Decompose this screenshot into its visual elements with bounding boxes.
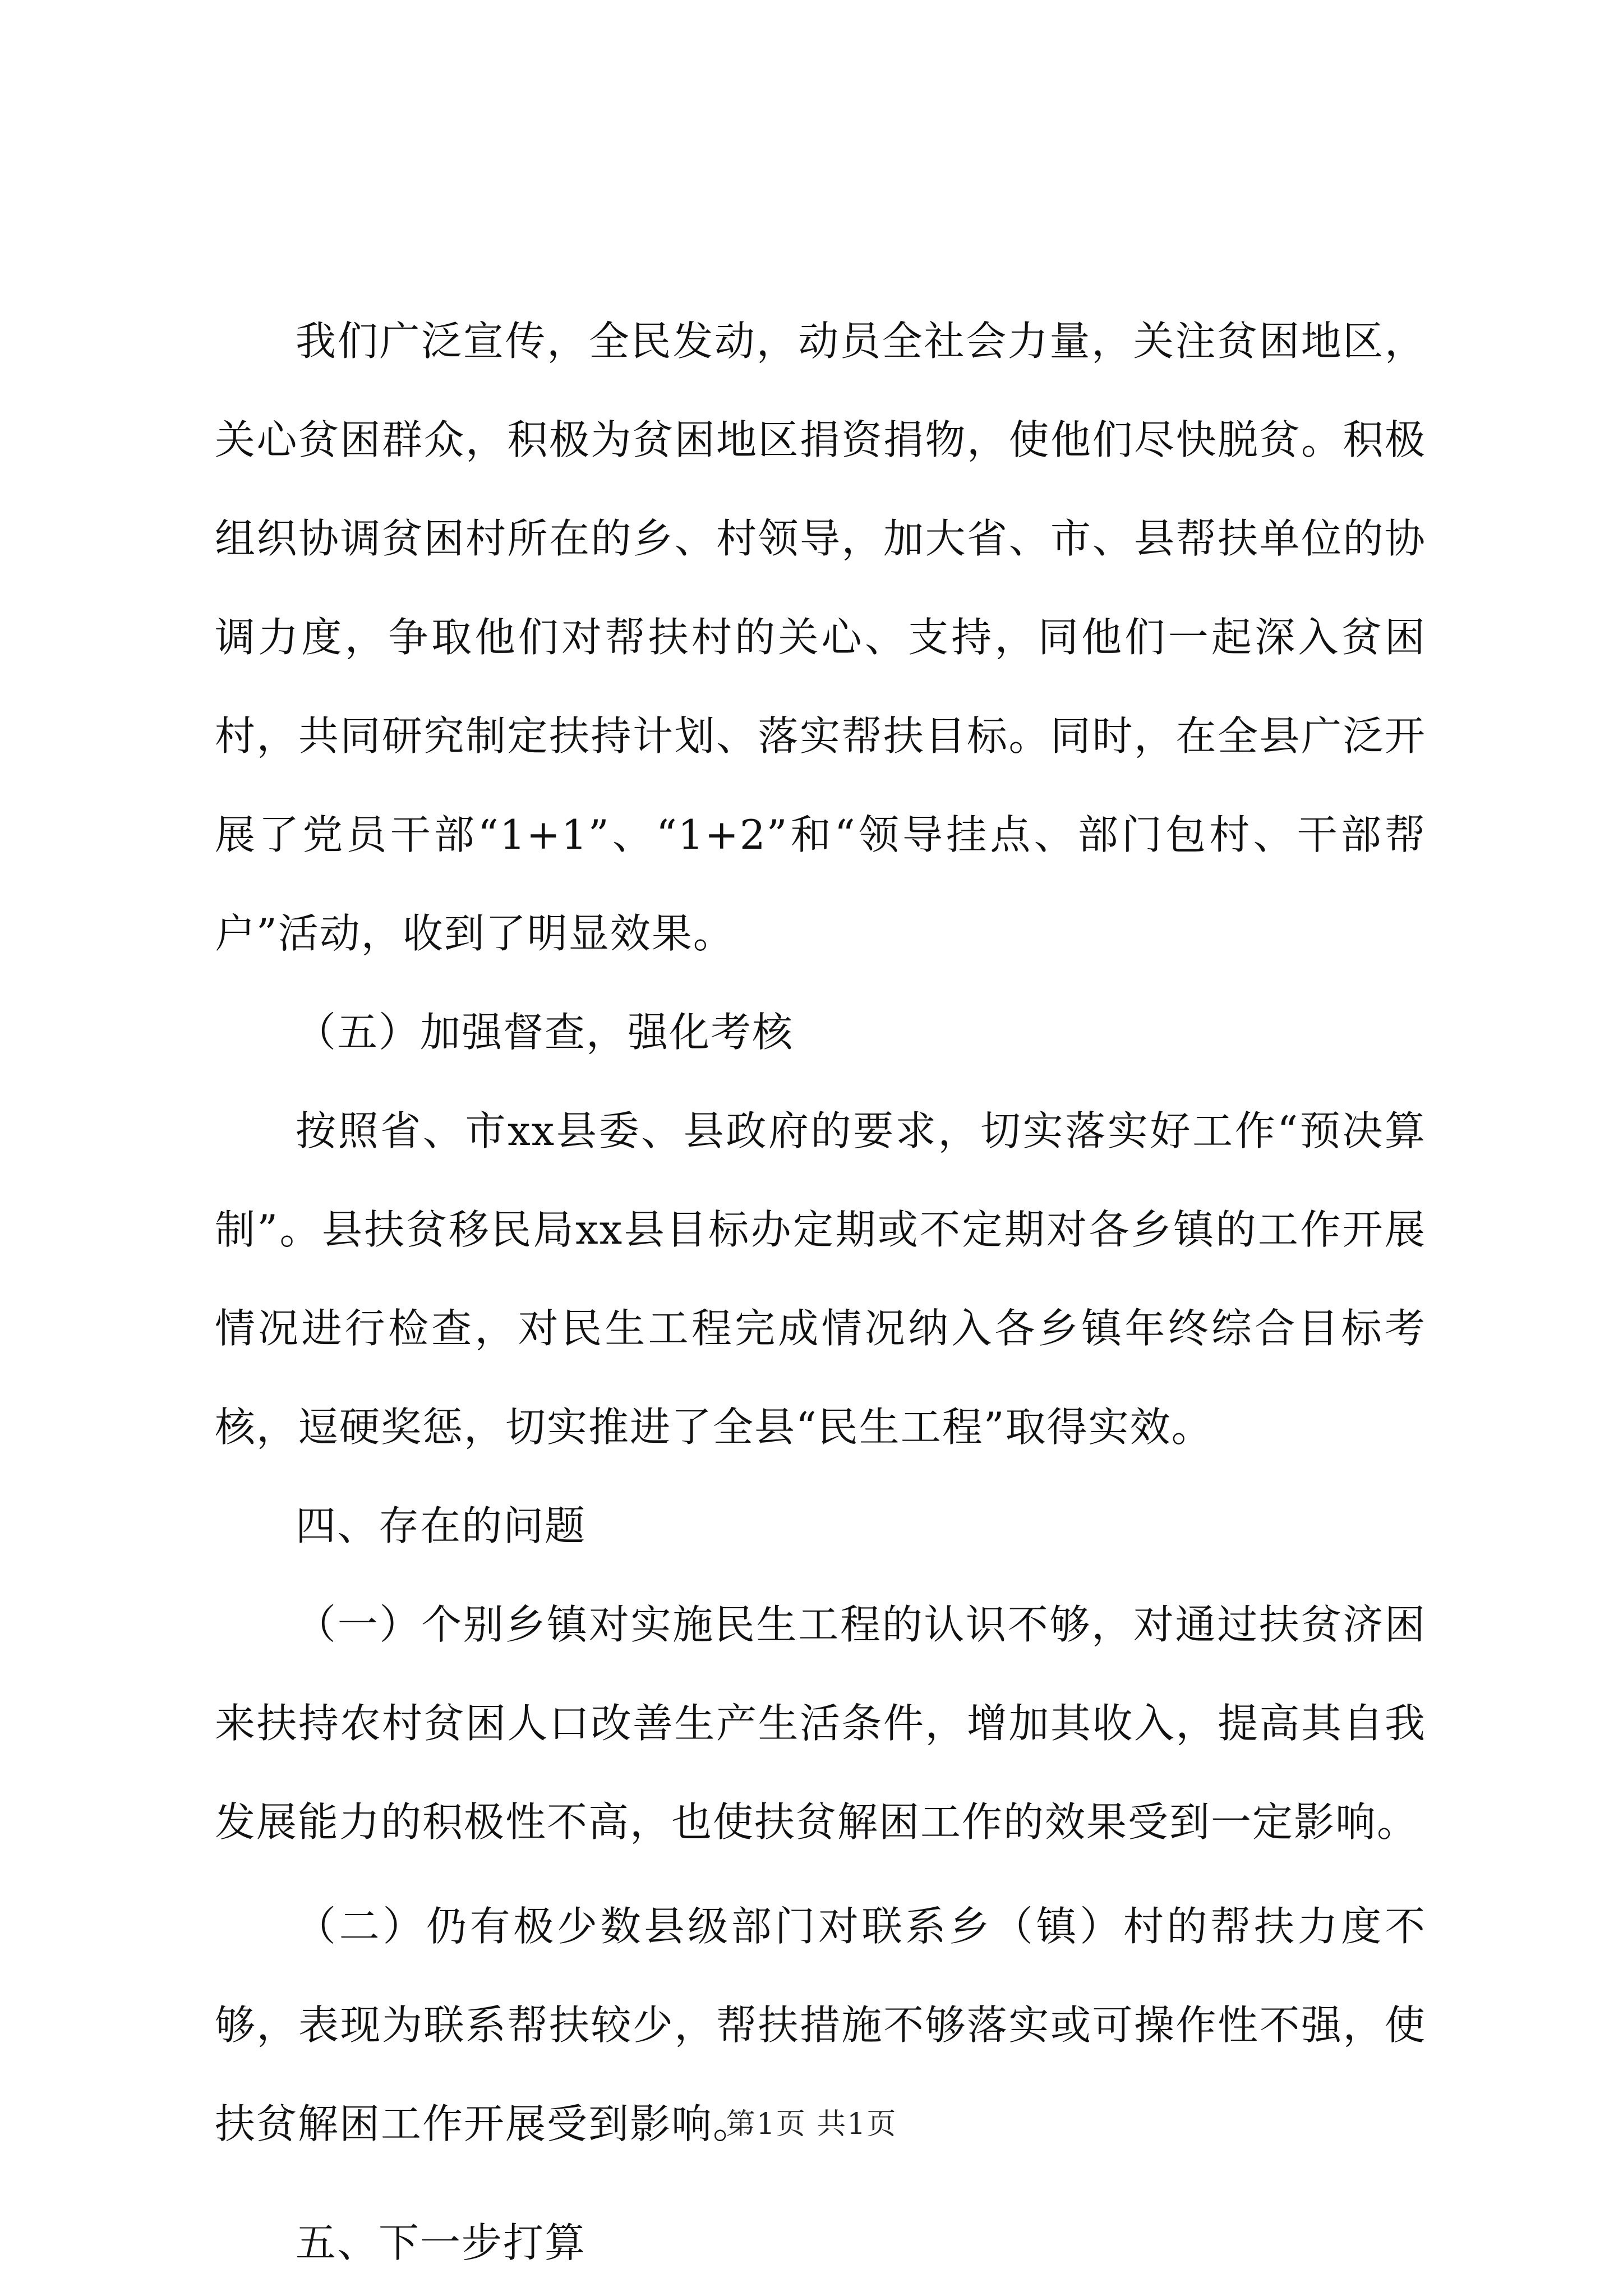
section-heading-problems: 四、存在的问题 <box>296 1502 587 1549</box>
paragraph-problem-2: （二）仍有极少数县级部门对联系乡（镇）村的帮扶力度不够，表现为联系帮扶较少，帮扶措施不够落实或可操作性不强，使扶贫解困工作开展受到影响。 <box>215 1903 1426 2147</box>
section-heading-supervision: （五）加强督查，强化考核 <box>296 1009 794 1056</box>
section-heading-next-steps: 五、下一步打算 <box>296 2219 587 2266</box>
document-body <box>215 292 1426 2292</box>
paragraph-mobilization: 我们广泛宣传，全民发动，动员全社会力量，关注贫困地区，关心贫困群众，积极为贫困地区捐资捐物，使他们尽快脱贫。积极组织协调贫困村所在的乡、村领导，加大省、市、县帮扶单位的协调力度，争取他们对帮扶村的关心、支持，同他们一起深入贫困村，共同研究制定扶持计划、落实帮扶目标。同时，在全县广泛开展了党员干部“1+1”、“1+2”和“领导挂点、部门包村、干部帮户”活动，收到了明显效果。 <box>215 318 1426 957</box>
paragraph-supervision: 按照省、市xx县委、县政府的要求，切实落实好工作“预决算制”。县扶贫移民局xx县目标办定期或不定期对各乡镇的工作开展情况进行检查，对民生工程完成情况纳入各乡镇年终综合目标考核，逗硬奖惩，切实推进了全县“民生工程”取得实效。 <box>215 1107 1426 1451</box>
page-footer: 第1页 共1页 <box>726 2108 897 2141</box>
paragraph-problem-1: （一）个别乡镇对实施民生工程的认识不够，对通过扶贫济困来扶持农村贫困人口改善生产生活条件，增加其收入，提高其自我发展能力的积极性不高，也使扶贫解困工作的效果受到一定影响。 <box>215 1601 1426 1846</box>
